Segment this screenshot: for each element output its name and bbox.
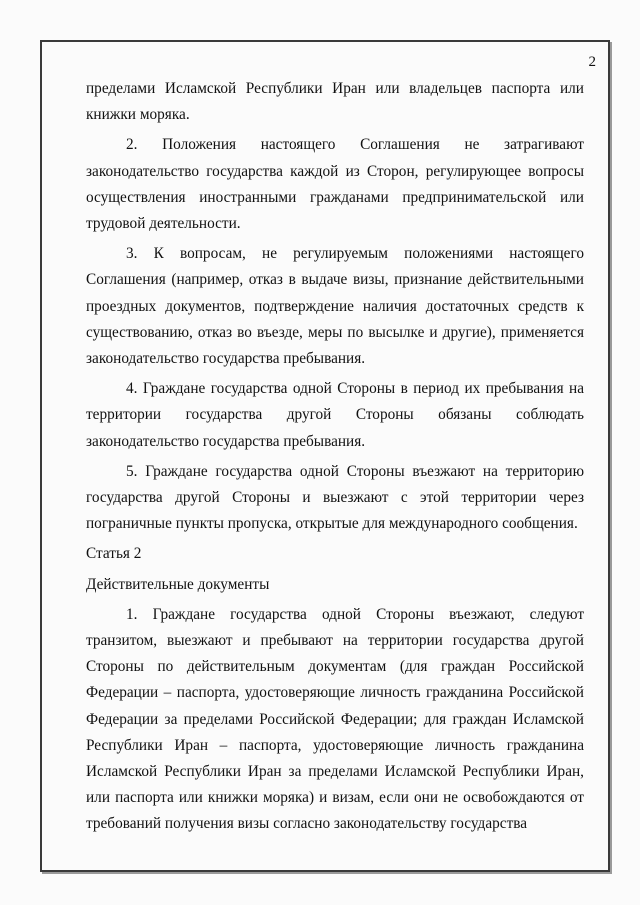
article-title: Действительные документы [86, 575, 270, 593]
paragraph-clause-2: 2. Положения настоящего Соглашения не затрагивают законодательство государства каждой из Сторон, регулирующее вопросы осуществления иностранными гражданами предпринимательской или трудовой деятельности. [86, 136, 584, 233]
paragraph-continuation: пределами Исламской Республики Иран или владельцев паспорта или книжки моряка. [86, 80, 584, 124]
paragraph-clause-5: 5. Граждане государства одной Стороны въезжают на территорию государства другой Стороны и выезжают с этой территории через пограничные пункты пропуска, открытые для международного сообщения. [86, 462, 584, 533]
page-number: 2 [588, 54, 596, 70]
paragraph-article2-clause-1: 1. Граждане государства одной Стороны въезжают, следуют транзитом, выезжают и пребывают на территории государства другой Стороны по действительным документам (для граждан Российской Федерации – паспорта, удостоверяющие личность гражданина Российской Федерации за пределами Российской Федерации; для граждан Исламской Республики Иран – паспорта, удостоверяющие личность гражданина Исламской Республики Иран за пределами Исламской Республики Иран, или паспорта или книжки моряка) и визам, если они не освобождаются от требований получения визы согласно законодательству государства [86, 605, 584, 833]
paragraph-clause-4: 4. Граждане государства одной Стороны в период их пребывания на территории государства другой Стороны обязаны соблюдать законодательство государства пребывания. [86, 380, 584, 450]
document-body [86, 76, 584, 842]
article-number: Статья 2 [86, 545, 142, 563]
paragraph-clause-3: 3. К вопросам, не регулируемым положениями настоящего Соглашения (например, отказ в выдаче визы, признание действительными проездных документов, подтверждение наличия достаточных средств к существованию, отказ во въезде, меры по высылке и другие), применяется законодательство государства пребывания. [86, 245, 584, 368]
